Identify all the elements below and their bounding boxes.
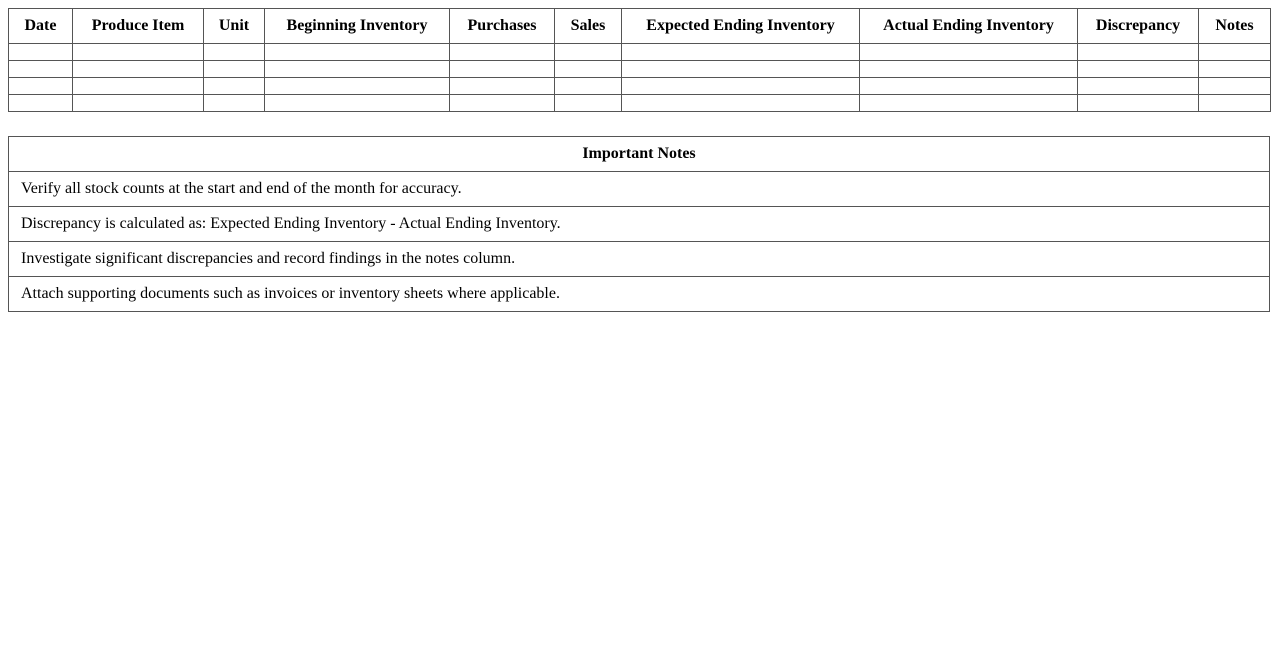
- table-row: [9, 61, 1271, 78]
- table-cell[interactable]: [265, 78, 450, 95]
- table-cell[interactable]: [860, 61, 1078, 78]
- table-cell[interactable]: [9, 44, 73, 61]
- table-cell[interactable]: [9, 78, 73, 95]
- header-sales: Sales: [555, 9, 622, 44]
- important-notes-table: [8, 136, 1270, 312]
- table-cell[interactable]: [265, 95, 450, 112]
- table-cell[interactable]: [73, 78, 204, 95]
- header-unit: Unit: [204, 9, 265, 44]
- note-row: [9, 207, 1270, 242]
- header-beginning-inventory: Beginning Inventory: [265, 9, 450, 44]
- note-row: [9, 242, 1270, 277]
- table-cell[interactable]: [450, 95, 555, 112]
- header-purchases: Purchases: [450, 9, 555, 44]
- header-actual-ending-inventory: Actual Ending Inventory: [860, 9, 1078, 44]
- note-row: [9, 277, 1270, 312]
- table-cell[interactable]: [450, 44, 555, 61]
- header-discrepancy: Discrepancy: [1078, 9, 1199, 44]
- notes-header-row: [9, 137, 1270, 172]
- table-cell[interactable]: [860, 44, 1078, 61]
- table-cell[interactable]: [622, 78, 860, 95]
- table-cell[interactable]: [204, 44, 265, 61]
- table-row: [9, 44, 1271, 61]
- table-cell[interactable]: [555, 61, 622, 78]
- table-row: [9, 78, 1271, 95]
- table-cell[interactable]: [1078, 44, 1199, 61]
- table-cell[interactable]: [1199, 78, 1271, 95]
- inventory-header-row: [9, 9, 1271, 44]
- table-cell[interactable]: [450, 61, 555, 78]
- table-row: [9, 95, 1271, 112]
- table-cell[interactable]: [73, 61, 204, 78]
- table-cell[interactable]: [555, 44, 622, 61]
- table-cell[interactable]: [9, 61, 73, 78]
- table-cell[interactable]: [860, 95, 1078, 112]
- table-cell[interactable]: [265, 44, 450, 61]
- table-cell[interactable]: [622, 61, 860, 78]
- table-cell[interactable]: [860, 78, 1078, 95]
- inventory-table: [8, 8, 1271, 112]
- table-cell[interactable]: [622, 44, 860, 61]
- header-produce-item: Produce Item: [73, 9, 204, 44]
- note-row: [9, 172, 1270, 207]
- table-cell[interactable]: [204, 78, 265, 95]
- table-cell[interactable]: [1199, 44, 1271, 61]
- table-cell[interactable]: [555, 95, 622, 112]
- table-cell[interactable]: [204, 95, 265, 112]
- note-item: Discrepancy is calculated as: Expected Ending Inventory - Actual Ending Inventory.: [9, 207, 1270, 242]
- table-cell[interactable]: [73, 44, 204, 61]
- table-cell[interactable]: [204, 61, 265, 78]
- table-cell[interactable]: [555, 78, 622, 95]
- table-cell[interactable]: [622, 95, 860, 112]
- table-cell[interactable]: [265, 61, 450, 78]
- table-cell[interactable]: [9, 95, 73, 112]
- note-item: Attach supporting documents such as invoices or inventory sheets where applicable.: [9, 277, 1270, 312]
- header-expected-ending-inventory: Expected Ending Inventory: [622, 9, 860, 44]
- table-cell[interactable]: [1199, 61, 1271, 78]
- table-cell[interactable]: [73, 95, 204, 112]
- table-cell[interactable]: [1078, 61, 1199, 78]
- note-item: Investigate significant discrepancies and record findings in the notes column.: [9, 242, 1270, 277]
- header-notes: Notes: [1199, 9, 1271, 44]
- table-cell[interactable]: [1199, 95, 1271, 112]
- table-cell[interactable]: [1078, 95, 1199, 112]
- header-date: Date: [9, 9, 73, 44]
- note-item: Verify all stock counts at the start and end of the month for accuracy.: [9, 172, 1270, 207]
- table-cell[interactable]: [1078, 78, 1199, 95]
- table-cell[interactable]: [450, 78, 555, 95]
- notes-title: Important Notes: [9, 137, 1270, 172]
